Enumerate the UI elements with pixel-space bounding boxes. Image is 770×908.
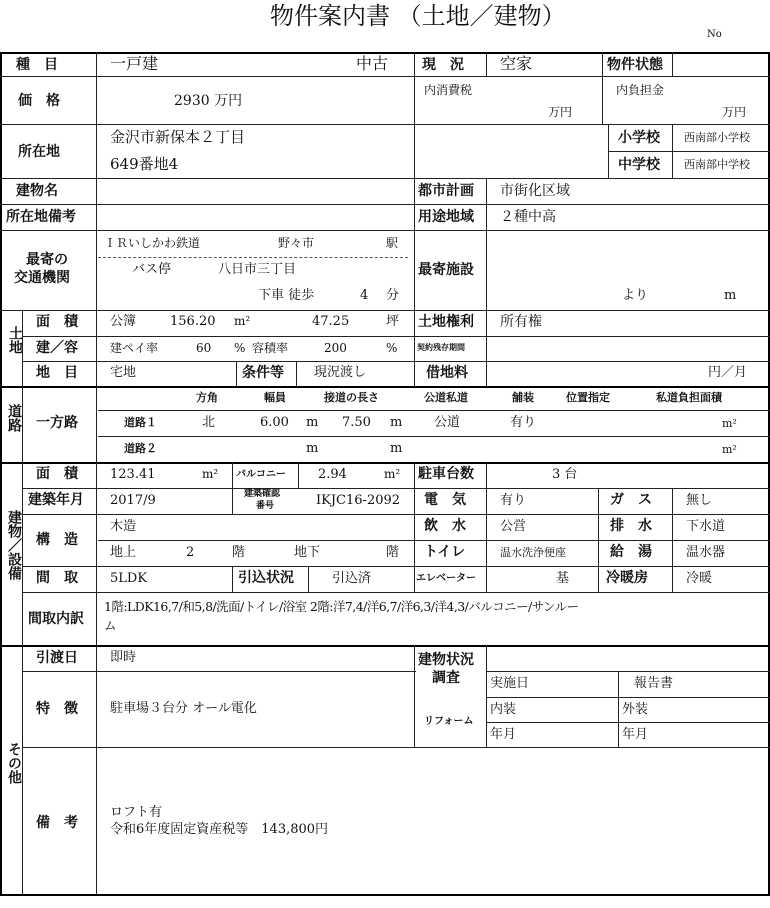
conditions-label: 条件等 [242,365,284,381]
features-value: 駐車場３台分 オール電化 [110,701,257,716]
road1-label: 道路１ [124,416,157,429]
conditions-value: 現況渡し [314,365,367,380]
elevator-unit: 基 [556,571,570,586]
type-label: 種 目 [16,57,58,73]
city-plan-label: 都市計画 [418,183,474,199]
remarks-label: 備 考 [36,815,78,831]
from-label: より [622,288,649,303]
exterior-label: 外装 [622,702,649,717]
water-label: 飲 水 [424,518,466,534]
address-note-label: 所在地備考 [6,209,76,225]
structure-value: 木造 [110,519,137,534]
elevator-label: エレベーター [416,573,476,584]
station-name: 野々市 [278,236,315,250]
land-section-label: 土地 [7,326,23,354]
lease-period-label: 契約残存期間 [417,343,465,352]
coverage-pct: % [234,341,246,355]
balcony-label: バルコニー [236,469,286,480]
floors-below-label: 地下 [294,545,321,560]
far-value: 200 [324,341,347,355]
road1-frontage: 7.50 [342,415,371,430]
railway-name: ＩＲいしかわ鉄道 [104,236,201,250]
facility-label: 最寄施設 [418,262,474,278]
delivery-value: 即時 [110,650,137,665]
aircon-value: 冷暖 [686,571,713,586]
road-header-width: 幅員 [264,391,286,404]
building-area-value: 123.41 [110,467,156,482]
layout-value: 5LDK [110,571,148,586]
walk-unit: 分 [386,288,400,303]
elementary-value: 西南部小学校 [684,131,750,144]
interior-label: 内装 [490,702,517,717]
permit-label-1: 建築確認 [244,489,281,499]
road2-sqm-unit: m² [722,443,737,456]
land-area-tsubo: 47.25 [312,314,350,329]
road1-width-unit: m [306,415,319,430]
land-area-unit: m² [234,314,251,328]
other-section-label: その他 [6,742,22,784]
address-label: 所在地 [18,144,60,160]
road-header-frontage: 接道の長さ [324,391,379,404]
city-plan-value: 市街化区域 [500,183,570,199]
land-category-value: 宅地 [110,365,137,380]
road-header-paved: 舗装 [512,391,534,404]
land-area-label: 面 積 [36,314,78,330]
distance-unit: m [724,288,737,303]
permit-value: IKJC16-2092 [316,493,401,508]
permit-label-2: 番号 [256,501,275,511]
ratio-label: 建／容 [36,340,78,356]
structure-label: 構 造 [36,532,78,548]
utility-label: 引込状況 [238,570,294,586]
type-value: 一戸建 [110,54,159,73]
station-suffix: 駅 [386,236,399,250]
report-label: 報告書 [634,676,674,691]
tsubo-unit: 坪 [386,314,400,329]
coverage-label: 建ペイ率 [110,341,159,355]
hotwater-value: 温水器 [686,545,726,560]
tax-unit: 万円 [548,105,573,119]
building-area-unit: m² [202,467,219,481]
building-area-label: 面 積 [36,466,78,482]
utility-value: 引込済 [332,571,372,586]
land-category-label: 地 目 [36,365,78,381]
floors-below-unit: 階 [386,545,400,560]
zoning-label: 用途地域 [418,209,474,225]
delivery-label: 引渡日 [36,650,78,666]
building-name-label: 建物名 [16,183,58,199]
land-rights-value: 所有権 [500,314,542,330]
price-label: 価 格 [18,93,60,109]
balcony-unit: m² [384,467,401,481]
inspection-date-label: 実施日 [490,676,530,691]
parking-value: 3 台 [552,467,578,482]
road-type-label: 一方路 [36,415,78,431]
road2-frontage-unit: m [390,441,403,456]
water-value: 公営 [500,519,527,534]
document-number-label: No [707,29,722,40]
land-rights-label: 土地権利 [418,314,474,330]
electricity-value: 有り [500,493,527,508]
balcony-value: 2.94 [318,467,347,482]
exterior-year-month: 年月 [622,727,649,742]
floors-above-value: 2 [186,545,195,560]
land-area-type: 公簿 [110,314,137,329]
inspection-label-1: 建物状況 [418,652,474,668]
junior-label: 中学校 [618,157,660,173]
address-line2: 649番地4 [110,155,179,173]
layout-detail-line1: 1階:LDK16,7/和5,8/洗面/トイレ/浴室 2階:洋7,4/洋6,7/洋6,3/洋4,3/バルコニー/サンルー [104,599,579,614]
features-label: 特 徴 [36,701,78,717]
tax-label: 内消費税 [424,83,473,97]
land-area-value: 156.20 [170,314,216,329]
toilet-label: トイレ [424,544,466,560]
road-section-label: 道路 [6,404,22,432]
price-value: 2930 万円 [174,93,243,109]
road1-frontage-unit: m [390,415,403,430]
walk-minutes: 4 [360,288,369,303]
floors-above-label: 地上 [110,545,137,560]
layout-detail-line2: ム [104,618,117,633]
road2-label: 道路２ [124,442,157,455]
reform-label: リフォーム [424,716,474,727]
burden-unit: 万円 [722,105,747,119]
road-header-direction: 方角 [196,391,218,404]
inspection-label-2: 調査 [432,670,460,686]
drain-value: 下水道 [686,519,726,534]
remarks-line1: ロフト有 [110,805,163,820]
hotwater-label: 給 湯 [610,544,652,560]
road1-paved: 有り [510,415,537,430]
road-header-private-burden: 私道負担面積 [656,391,722,404]
road1-width: 6.00 [260,415,289,430]
lease-fee-unit: 円／月 [708,365,748,380]
junior-value: 西南部中学校 [684,158,750,171]
status-value: 空家 [500,54,533,73]
status-label: 現 況 [422,57,464,73]
drain-label: 排 水 [610,518,652,534]
far-label: 容積率 [252,341,289,355]
built-value: 2017/9 [110,493,156,508]
road-header-designated: 位置指定 [566,391,610,404]
address-line1: 金沢市新保本２丁目 [110,128,246,146]
condition-label: 物件状態 [607,57,663,73]
layout-detail-label: 間取内訳 [28,611,84,627]
road2-width-unit: m [306,441,319,456]
aircon-label: 冷暖房 [606,570,648,586]
page-title: 物件案内書 （土地／建物） [270,2,566,30]
road1-direction: 北 [202,415,216,430]
age-value: 中古 [356,54,389,73]
road1-public: 公道 [434,415,461,430]
transport-label-line1: 最寄の [26,252,68,268]
bus-label: バス停 [132,262,172,277]
transport-label-line2: 交通機関 [14,270,70,286]
built-label: 建築年月 [28,492,84,508]
toilet-value: 温水洗浄便座 [500,546,566,559]
zoning-value: ２種中高 [500,209,556,225]
road-header-public: 公道私道 [424,391,468,404]
gas-label: ガ ス [610,492,652,508]
far-pct: % [386,341,398,355]
elementary-label: 小学校 [618,130,660,146]
walk-label: 下車 徒歩 [258,288,315,303]
floors-above-unit: 階 [232,545,246,560]
coverage-value: 60 [196,341,212,355]
building-section-label: 建物／設備 [6,510,22,580]
bus-stop: 八日市三丁目 [218,262,297,277]
burden-label: 内負担金 [616,83,665,97]
road1-sqm-unit: m² [722,417,737,430]
layout-label: 間 取 [36,570,78,586]
parking-label: 駐車台数 [418,466,474,482]
lease-fee-label: 借地料 [426,365,468,381]
electricity-label: 電 気 [424,492,466,508]
remarks-line2: 令和6年度固定資産税等 143,800円 [110,822,329,837]
interior-year-month: 年月 [490,727,517,742]
gas-value: 無し [686,493,713,508]
